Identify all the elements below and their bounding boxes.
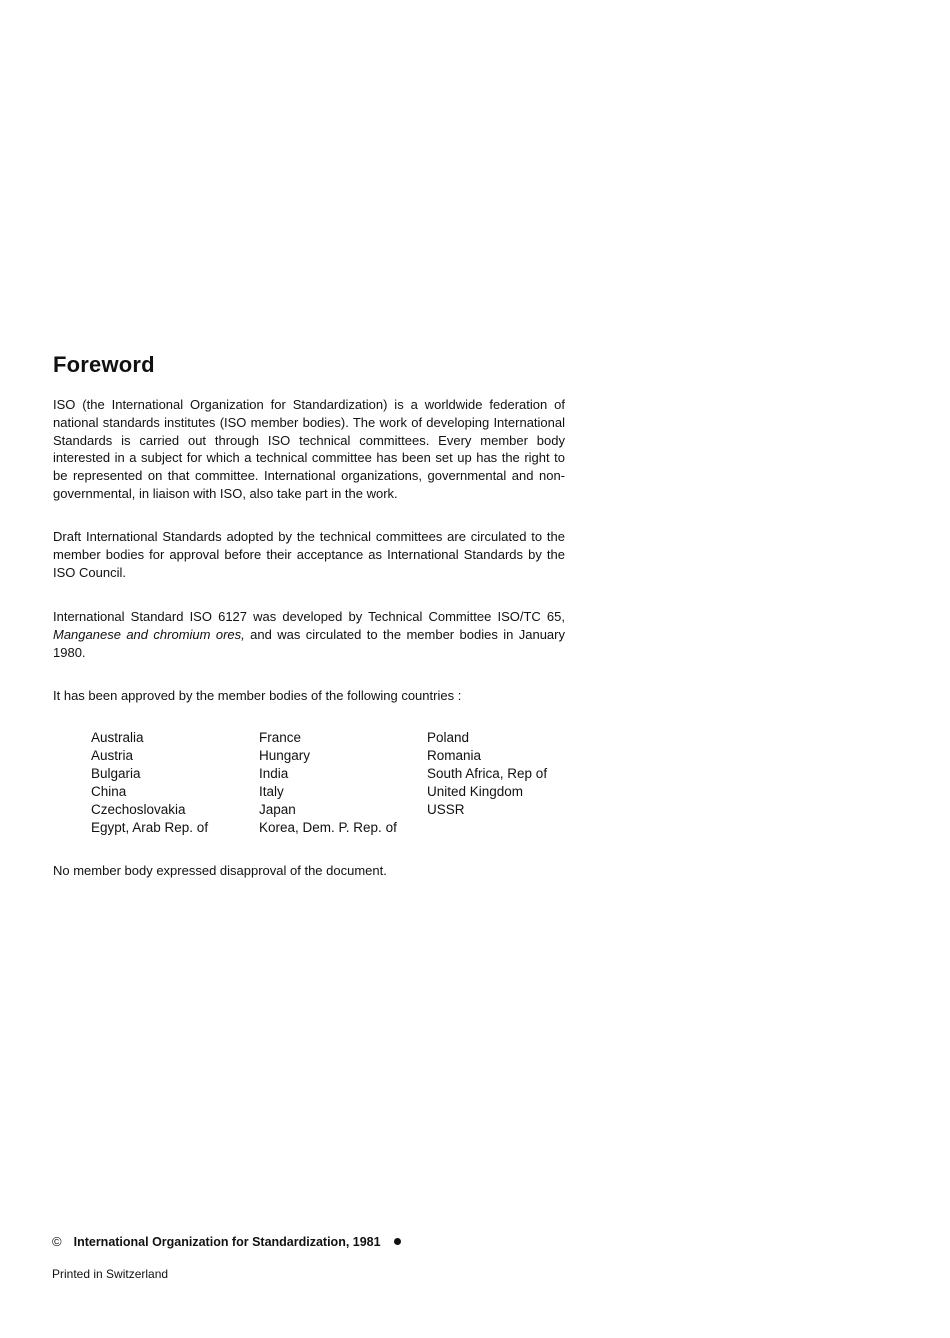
country-item: India [259,766,289,781]
approval-statement: It has been approved by the member bodies of the following countries : [53,688,462,703]
disapproval-statement: No member body expressed disapproval of the document. [53,863,387,878]
country-item: USSR [427,802,465,817]
foreword-paragraph-3 [53,608,565,661]
country-item: China [91,784,127,799]
country-item: Czechoslovakia [91,802,186,817]
member-countries-list [91,729,577,837]
copyright-line [52,1234,401,1249]
committee-title-italic: Manganese and chromium ores, [53,626,245,642]
country-item: Australia [91,730,144,745]
bullet-dot-icon [394,1238,401,1245]
country-item: Italy [259,784,284,799]
countries-column-3 [427,729,577,837]
paragraph-3-text-start: International Standard ISO 6127 was developed by Technical Committee ISO/TC 65, [53,609,565,624]
country-item: France [259,730,302,745]
country-item: Austria [91,748,134,763]
paragraph-3-text-end: and was circulated to the member bodies in January 1980. [53,626,565,660]
countries-column-2 [259,729,427,837]
country-item: Egypt, Arab Rep. of [91,820,209,835]
country-item: Japan [259,802,296,817]
country-item: Poland [427,730,470,745]
copyright-icon: © [52,1234,62,1249]
country-item: United Kingdom [427,784,524,799]
country-item: South Africa, Rep of [427,766,548,781]
countries-column-1 [91,729,259,837]
country-item: Hungary [259,748,311,763]
country-item: Bulgaria [91,766,141,781]
foreword-heading: Foreword [53,352,155,377]
country-item: Romania [427,748,482,763]
foreword-paragraph-2: Draft International Standards adopted by the technical committees are circulated to the member bodies for approval before their acceptance as International Standards by the ISO Council. [53,529,565,580]
country-item: Korea, Dem. P. Rep. of [259,820,397,835]
copyright-text: International Organization for Standardization, 1981 [73,1234,381,1249]
printed-location: Printed in Switzerland [52,1267,169,1281]
foreword-paragraph-1: ISO (the International Organization for Standardization) is a worldwide federation of national standards institutes (ISO member bodies). The work of developing International Standards is carried out through ISO technical committees. Every member body interested in a subject for which a technical committee has been set up has the right to be represented on that committee. International organizations, governmental and non-governmental, in liaison with ISO, also take part in the work. [53,397,565,501]
